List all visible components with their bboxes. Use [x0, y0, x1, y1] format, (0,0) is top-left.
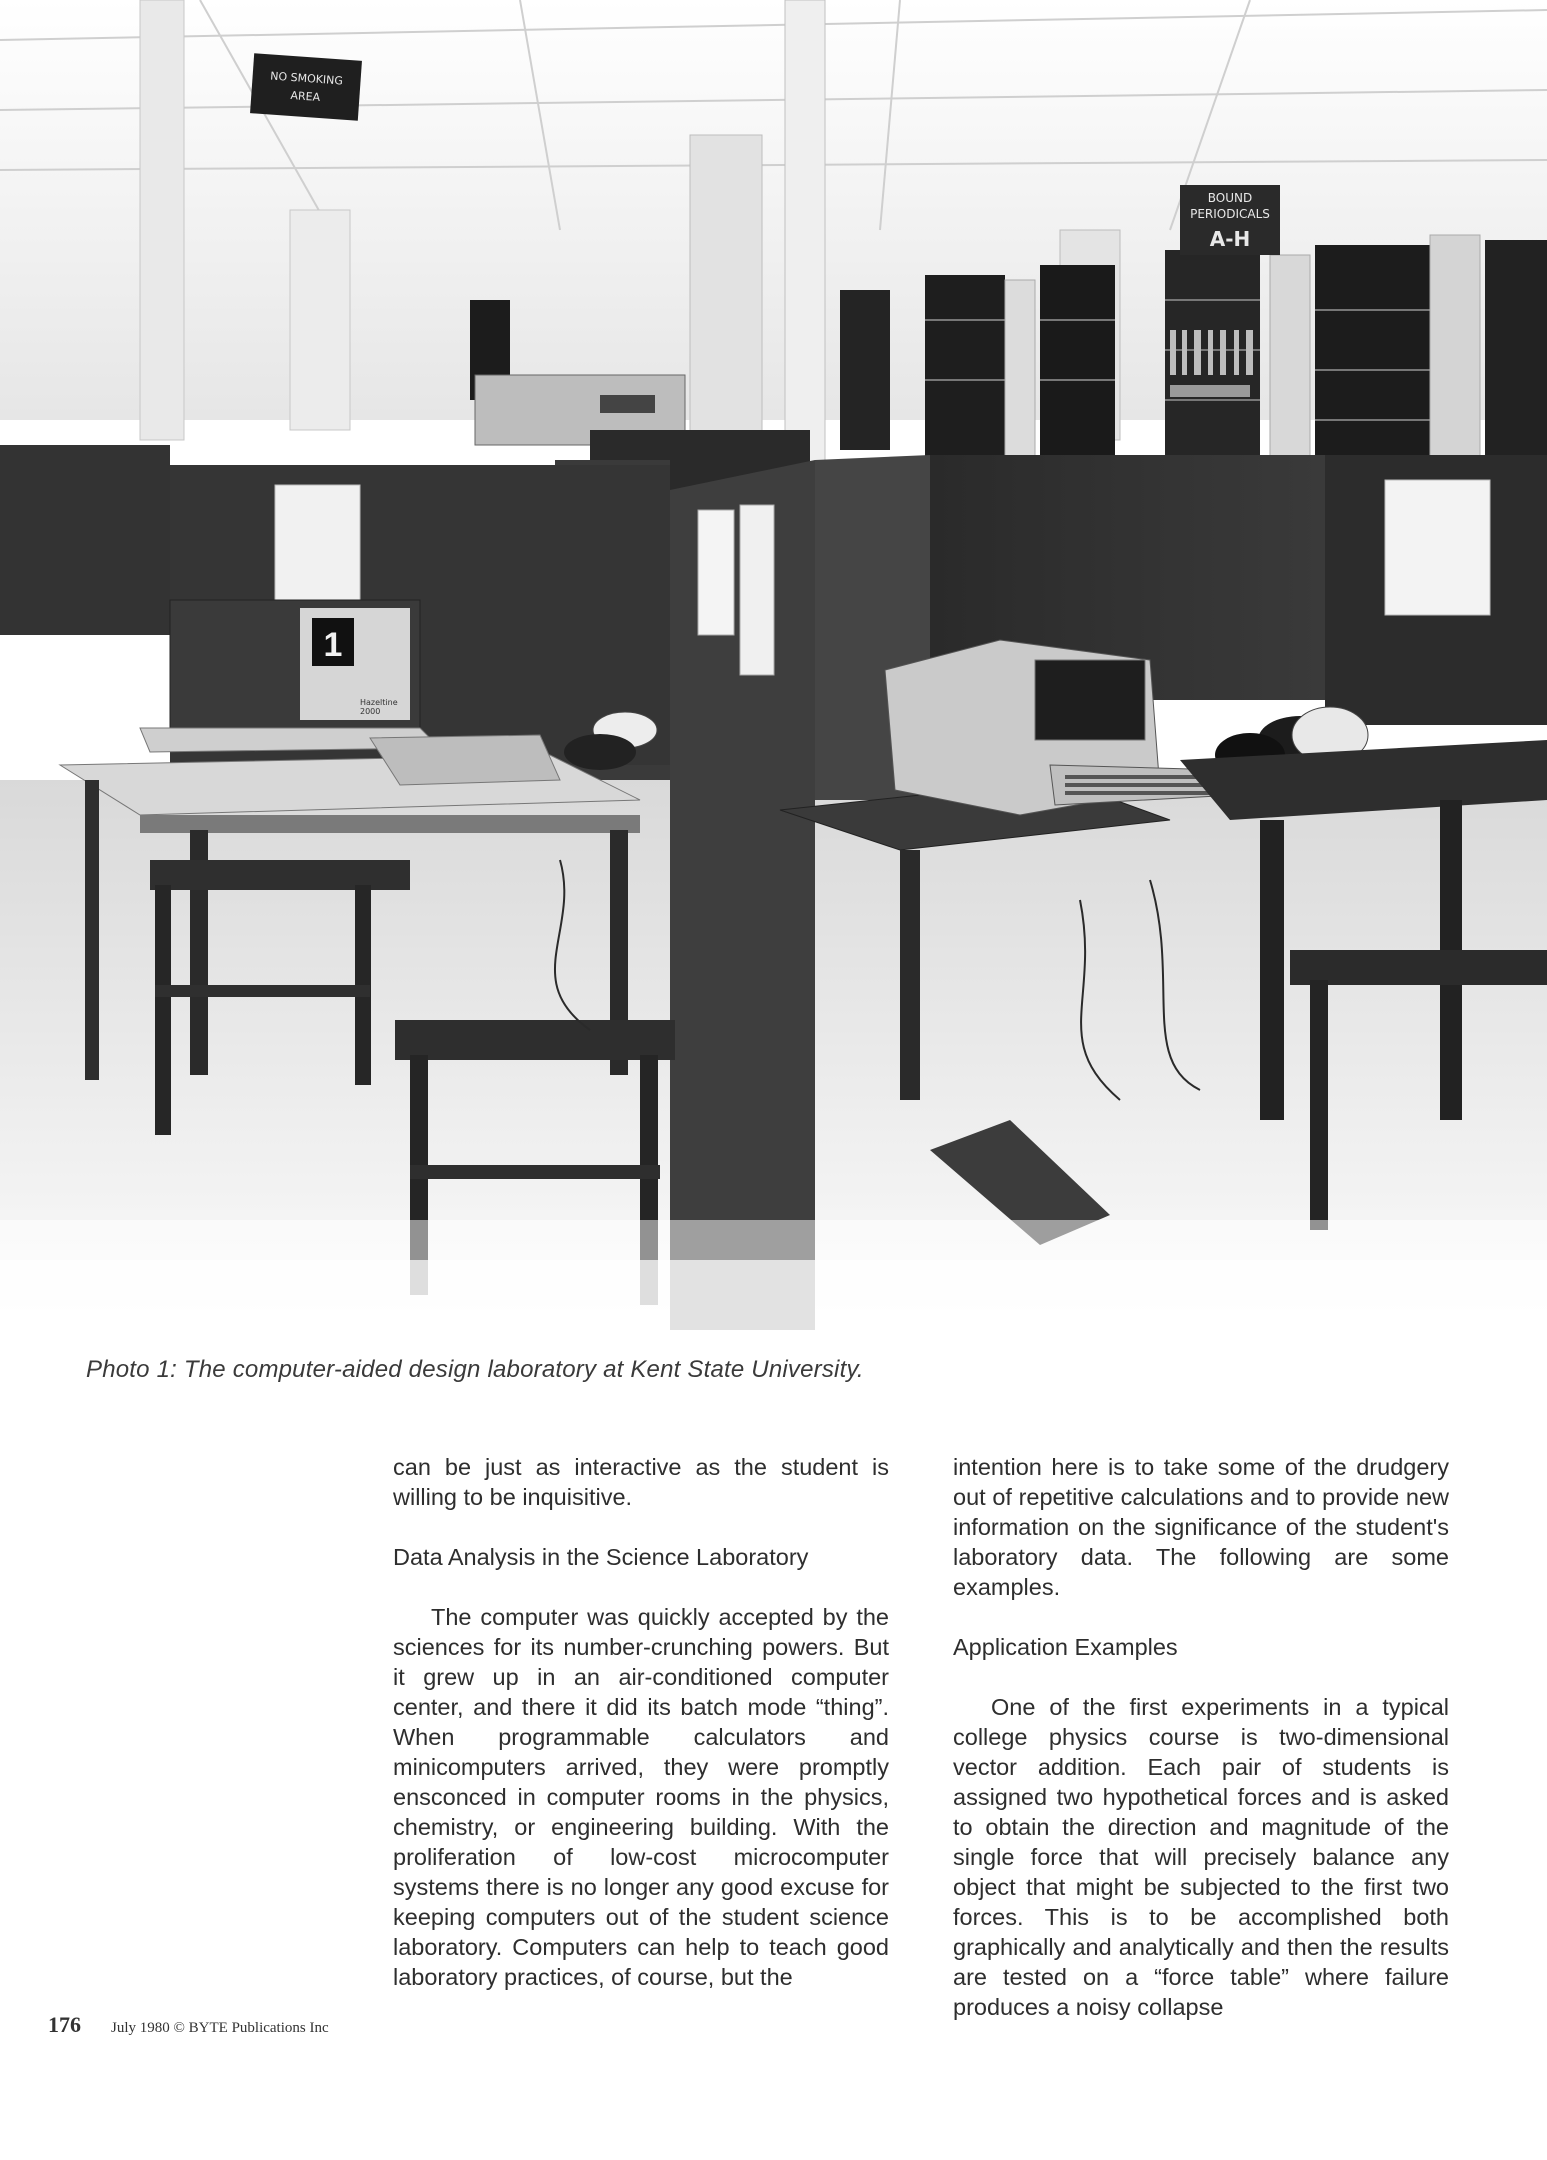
right-paragraph-1: intention here is to take some of the drudgery out of repetitive calculations and to provide new information on the significance of the student's laboratory data. The following are some examples. — [953, 1454, 1449, 1600]
svg-text:Hazeltine: Hazeltine — [360, 698, 398, 707]
left-column — [393, 1452, 889, 1992]
right-paragraph-2: One of the first experiments in a typical college physics course is two-dimensional vector addition. Each pair of students is assigned two hypothetical forces and is asked to obtain the direction and magnitude of the single force that will precisely balance any object that might be subjected to the first two forces. This is to be accomplished both graphically and analytically and then the results are tested on a “force table” where failure produces a noisy collapse — [953, 1694, 1449, 2020]
left-paragraph-2: The computer was quickly accepted by the sciences for its number-crunching powers. But it grew up in an air-conditioned computer center, and there it did its batch mode “thing”. When programmable calculators and minicomputers arrived, they were promptly ensconced in computer rooms in the physics, chemistry, or engineering building. With the proliferation of low-cost microcomputer systems there is no longer any good excuse for keeping computers out of the student science laboratory. Computers can help to teach good laboratory practices, of course, but the — [393, 1604, 889, 1990]
svg-text:2000: 2000 — [360, 707, 381, 716]
heading-data-analysis: Data Analysis in the Science Laboratory — [393, 1544, 809, 1570]
svg-text:NO SMOKING: NO SMOKING — [269, 69, 344, 88]
svg-text:A-H: A-H — [1209, 227, 1251, 251]
svg-text:PERIODICALS: PERIODICALS — [1190, 207, 1270, 221]
publication-credit: July 1980 © BYTE Publications Inc — [111, 2020, 329, 2036]
no-smoking-sign — [250, 53, 362, 120]
photo-caption: Photo 1: The computer-aided design laboratory at Kent State University. — [86, 1356, 864, 1383]
bound-periodicals-sign — [1180, 185, 1280, 255]
right-column — [953, 1452, 1449, 2022]
page-number: 176 — [48, 2012, 81, 2037]
heading-application-examples: Application Examples — [953, 1634, 1178, 1660]
page-footer — [48, 2012, 329, 2038]
svg-text:BOUND: BOUND — [1207, 191, 1253, 205]
svg-text:AREA: AREA — [290, 88, 321, 104]
left-paragraph-1: can be just as interactive as the student is willing to be inquisitive. — [393, 1454, 889, 1510]
svg-text:1: 1 — [323, 626, 343, 664]
